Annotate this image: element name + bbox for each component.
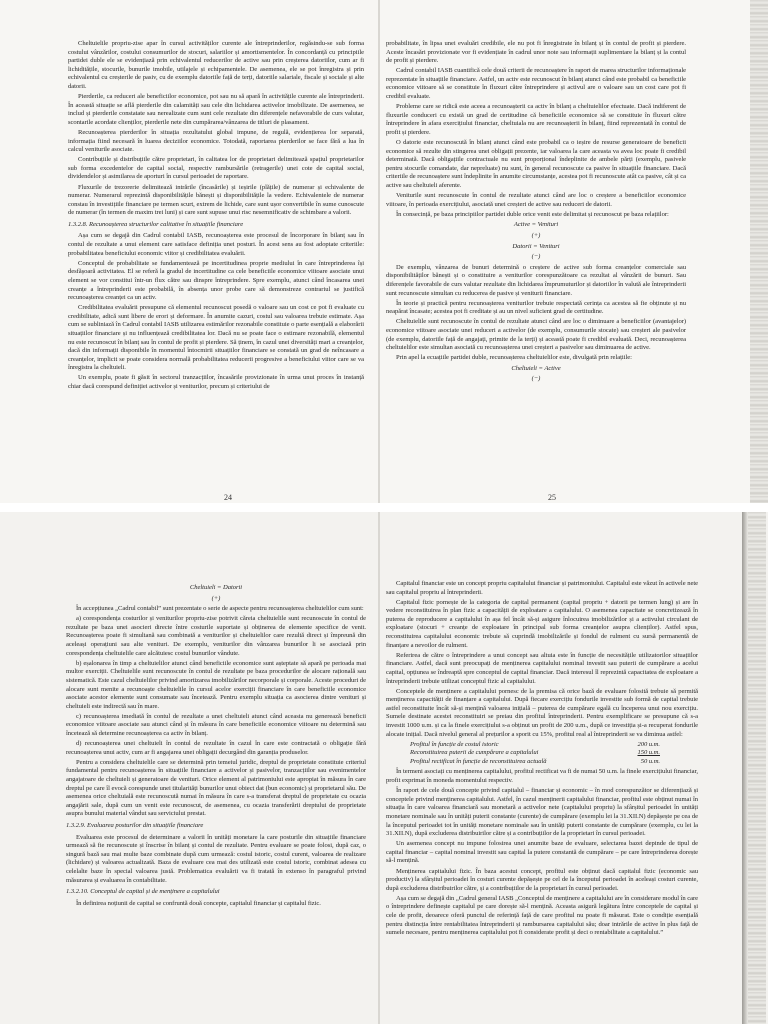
paragraph: Conceptele de menținere a capitalului pornesc de la premisa că orice bază de evaluare folosită trebuie să permită menținerea capacității de finanțare a capitalului. După fiecare exercițiu fondurile investite sub formă de capital trebuie astfel reconstituite încât să-și mențină valoarea inițială – puterea de cumpărare egală cu începerea unui nou exercițiu. Sumele destinate acestei reconstituiri se preiau din profitul întreprinderii. Pentru exemplificare se presupune că s-a investit 1000 u.m. și ca la finele exercițiului s-a obținut un profit de 200 u.m., după ce investiția și-a recuperat fondurile alocate inițial. Dacă nivelul general al prețurilor a sporit cu 15%, profitul real al întreprinderii se va diminua astfel: xyxy=(386,687,698,738)
paragraph: Pierderile, ca reduceri ale beneficiilor economice, pot sau nu să apară în activitățile curente ale întreprinderii. În această situație se află pierderile din calamități sau cele din lichidarea activelor imobilizate. De asemenea, se includ și pierderile constatate sau nerealizate cum sunt cele rezultate din diferențele nefavorabile de curs valutar, scontarile acordate clienților, pierderile nete din cumpărarea/vânzarea de titluri de plasament. xyxy=(68,93,364,126)
paragraph: Așa cum se degajă din Cadrul contabil IASB, recunoașterea este procesul de încorporare în bilanț sau în contul de rezultate a unui element care satisface definiția unei posturi. În acest sens au fost adoptate criteriile: probabilitatea beneficiului economic viitor și credibilitatea evaluării. xyxy=(68,232,364,257)
paragraph: Recunoașterea pierderilor în situația rezultatului global impune, de regulă, evidențierea lor separată, informația fiind necesară în luarea deciziilor economice. Totodată, raportarea pierderilor se face fără a lua în calcul veniturile asociate. xyxy=(68,128,364,154)
formula: Active = Venituri xyxy=(513,221,559,229)
paragraph: b) eșalonarea în timp a cheltuielilor atunci când beneficiile economice sunt așteptate să apară pe perioada mai multor exerciții. Cheltuielile sunt recunoscute în contul de rezultate pe baza procedurilor de alocare rațională sau sistematică. Este cazul cheltuielilor privind amortizarea imobilizărilor necorporale și corporale. Aceste proceduri de alocare sunt menite a recunoaște cheltuielile în cursul acelor exerciții financiare în care beneficiile economice asociate acestor elemente sunt consumate sau încetează. Pentru exemplu situația ca asocierea dintre venituri și cheltuieli este indirectă sau în mare. xyxy=(66,659,366,710)
paragraph: Credibilitatea evaluării presupune că elementul recunoscut posedă o valoare sau un cost ce pot fi evaluate cu credibilitate, adică sunt libere de erori și deformare. În anumite cazuri, costul sau valoarea trebuie estimate. Așa cum se subliniază în Cadrul contabil IASB utilizarea estimărilor rezonabile constituie o parte esențială a elaborării situațiilor financiare și nu influențează credibilitatea lor. Dacă nu se poate face o estimare rezonabilă, elementul nu este recunoscut în bilanț sau în contul de profit și pierdere. Să ținem, în cazul unei diversități mari a creanțelor, dacă din informații disponibile în momentul întocmirii situațiilor financiare se constată un grad de neîncasare a creanțelor, implicit se poate considera normală probabilitatea reducerii progresive a beneficiului viitor care se va înregistra la cheltuieli. xyxy=(68,304,364,372)
paragraph: Referirea de către o întreprindere a unui concept sau altuia este în funcție de necesitățile utilizatorilor situațiilor financiare. Astfel, dacă sunt preocupați de menținerea capitalului nominal investit sau puterii de cumpărare a acelui capital, opțiunea se îndreaptă spre conceptul de capital financiar. Dacă interesul îl reprezintă capacitatea de exploatare a întreprinderii trebuie utilizat conceptul fizic al capitalului. xyxy=(386,651,698,685)
paragraph: În termeni asociați cu menținerea capitalului, profitul rectificat va fi de numai 50 u.m. la finele exercițiului financiar, profit exprimat în moneda momentului respectiv. xyxy=(386,768,698,785)
calc-value: 200 u.m. xyxy=(637,740,660,748)
formula: Cheltuieli = Datorii xyxy=(189,584,243,591)
page-number: 24 xyxy=(224,493,232,502)
formula-sign: (+) xyxy=(531,231,541,239)
page-right-bottom-text xyxy=(386,580,698,1020)
calc-label: Profitul în funcție de costul istoric xyxy=(410,740,499,748)
scan-spread-bottom xyxy=(0,512,768,1024)
paragraph: probabilitate, în lipsa unei evaluări credibile, ele nu pot fi înregistrate în bilanț și în contul de profit și pierdere. Aceste încasări provizionate vor fi evidențiate în cadrul unor note sau informații suplimentare la bilanț și la contul de profit și pierdere. xyxy=(386,40,686,65)
gutter xyxy=(378,0,380,512)
page-24-text xyxy=(68,40,364,490)
page-right-bottom xyxy=(382,512,712,1024)
paragraph: Un exemplu, poate fi găsit în sectorul tranzacțiilor, încasările provizionate în urma unui proces în instanță chiar dacă corespund definiției activelor și veniturilor, precum și criteriului de xyxy=(68,374,364,391)
paragraph: De exemplu, vânzarea de bunuri determină o creștere de active sub forma creanțelor comerciale sau disponibilităților bănești și o constituire a veniturilor corespunzătoare ca rezultat al vânzării de bunuri. Sau diferențele favorabile de curs valutar rezultate din lichidarea împrumuturilor și datoriilor în valută ale întreprinderii sunt recunoscute simultan cu reducerea de pasive și veniturii financiare. xyxy=(386,263,686,297)
calculation-block xyxy=(410,741,698,767)
paragraph: Așa cum se degajă din „Cadrul general IASB „Conceptul de menținere a capitalului are în considerare modul în care o întreprindere definește capitalul pe care dorește să-l mențină. Aceasta asigură legătura între conceptele de capital și cele de profit, deoarece oferă punctul de referință față de care profitul nu poate fi măsurat. Este o condiție esențială pentru distincția între rentabilitatea întreprinderii și rambursarea capitalului său; doar intrările de active în plus față de sumele necesare, pentru menținerea capitalului pot fi considerate profit și deci o rentabilitate a capitalului.” xyxy=(386,894,698,937)
calc-row xyxy=(410,741,660,750)
formula-sign: (−) xyxy=(531,375,541,383)
calc-row xyxy=(410,749,660,758)
scan-edge xyxy=(748,512,766,1024)
paragraph: În teorie și practică pentru recunoașterea veniturilor trebuie respectată cerința ca acestea să fie obținute și nu neapărat încasate; acestea pot fi creditate și au un nivel suficient grad de certitudine. xyxy=(386,299,686,316)
section-heading: 1.3.2.10. Conceptul de capital și de menținere a capitalului xyxy=(66,888,220,896)
gutter xyxy=(378,512,380,1024)
formula-sign: (+) xyxy=(211,594,221,602)
page-left-bottom xyxy=(58,512,376,1024)
paragraph: Cheltuielile sunt recunoscute în contul de rezultate atunci când are loc o diminuare a beneficiilor (avantajelor) economice viitoare asociate unei reduceri a activelor (de exemplu, consumurile stocate) sau creșteri ale pasivelor (de exemplu, datoriile față de angajați, primite de la terți) și această poate fi credibil evaluată. Deci, recunoașterea cheltuielilor este simultan asociată cu recunoașterea unei creșteri a pasivelor sau diminuarea de active. xyxy=(386,318,686,352)
page-24 xyxy=(58,0,376,512)
paragraph: Capitalul financiar este un concept propriu capitalului financiar și patrimoniului. Capitalul este văzut în activele nete sau capitalul propriu al întreprinderii. xyxy=(386,580,698,596)
calc-label: Profitul rectificat în funcție de reconstituirea actuală xyxy=(410,757,547,765)
calc-row xyxy=(410,758,660,767)
page-25 xyxy=(382,0,700,512)
paragraph: În definirea noțiunii de capital se confruntă două concepte, capitalul financiar și capitalul fizic. xyxy=(76,899,321,907)
paragraph: În raport de cele două concepte privind capitalul – financiar și economic – în mod corespunzător se diferențiază și conceptele privind menținerea capitalului. Astfel, în cazul menținerii capitalului financiar, profitul este obținut numai în situația în care valoarea financiară sau monetară a activelor nete (capitalului propriu) la sfârșitul perioadei în unități monetare nominale sau în unități puterii constante (curente) de cumpărare (exemplu lei la 31.XII.N) depășește pe cea de la începutul perioadei tot în unități monetare nominale sau în unități puterii constante de cumpărare (exemplu, cu lei la 31.XII.N), după excluderea distribuirilor către și a contribuțiilor de la proprietari în cursul perioadei. xyxy=(386,787,698,838)
formula: Cheltuieli = Active xyxy=(511,364,561,372)
paragraph: Cheltuielile propriu-zise apar în cursul activităților curente ale întreprinderilor, regăsindu-se sub forma costului vânzărilor, costului consumurilor de stocuri, salariilor și amortismentelor. În concordanță cu principiile partidei duble ele se evidențiază prin echivalentul reducerilor de active sau prin creșterea datoriilor, cum ar fi lichiditățile, stocurile, bunurile imobile, utilajele și echipamentele. De asemenea, ele se pot înregistra și prin echivalentul cu creșterile de pasiv, cu de exemplu datoriile față de terți, datoriile salariale, fiscale și sociale și alte datorii. xyxy=(68,40,364,90)
page-left-bottom-text xyxy=(66,582,366,1020)
calc-value: 50 u.m. xyxy=(640,757,660,765)
section-heading: 1.3.2.8. Recunoașterea structurilor calitative în situațiile financiare xyxy=(68,220,244,228)
paragraph: Fluxurile de trezorerie delimitează intrările (încasările) și ieșirile (plățile) de numerar și echivalente de numerar. Numerarul reprezintă disponibilitățile bănești și disponibilitățile la vedere. Echivalentele de numerar constau în investițiile financiare pe termen scurt, extrem de lichide, care sunt ușor convertibile în sume cunoscute de numerar (în termen de maxim trei luni) și care sunt supuse unui risc nesemnificativ de schimbare a valorii. xyxy=(68,183,364,217)
paragraph: În accepțiunea „Cadrul contabil” sunt prezentate o serie de aspecte pentru recunoașterea cheltuielilor cum sunt: xyxy=(76,605,364,613)
paragraph: Un asemenea concept nu impune folosirea unei anumite baze de evaluare, selectarea bazei depinde de tipul de capital financiar – capital nominal investit sau capital la putere constantă de cumpărare – pe care întreprinderea dorește să-l mențină. xyxy=(386,840,698,865)
paragraph: Menținerea capitalului fizic. În baza acestui concept, profitul este obținut dacă capitalul fizic (economic sau productiv) la sfârșitul perioadei în costuri curente depășește pe cel de la începutul perioadei în aceleași costuri curente, după excluderea distribuirilor către, și a contribuțiilor de la proprietari în cursul perioadei. xyxy=(386,867,698,892)
formula: Datorii = Venituri xyxy=(512,242,560,250)
paragraph: a) corespondența costurilor și veniturilor propriu-zise potrivit căreia cheltuielile sunt recunoscute în contul de rezultate pe baza unei asocieri directe între costurile suportate și obținerea de elemente specifice de venit. Recunoașterea poate fi simultană sau combinată a veniturilor și cheltuielilor care rezultă direct și împreună din aceleași operațiuni sau alte venituri. De exemplu, veniturilor din vânzarea bunurilor li se asociază prin corespondența cheltuielile care alcătuiesc costul bunurilor vândute. xyxy=(66,615,366,657)
scan-edge xyxy=(750,0,768,512)
paragraph: În consecință, pe baza principiilor partidei duble orice venit este delimitat și recunoscut pe baza relațiilor: xyxy=(396,210,669,218)
section-heading: 1.3.2.9. Evaluarea posturilor din situațiile financiare xyxy=(66,821,204,829)
paragraph: Prin apel la ecuațiile partidei duble, recunoașterea cheltuielilor este, divulgată prin relațiile: xyxy=(396,354,632,362)
paragraph: Capitalul fizic pornește de la categoria de capital permanent (capital propriu + datorii pe termen lung) și are în vedere reconstituirea în plan fizic a capacității de exploatare a capitalului. O asemenea capacitate se concretizează în puterea de reproducere a capitalului în așa fel încât să-și asigure înlocuirea imobilizărilor și a activului circulant de exploatare (stocuri + creanțe de exploatare în principal sub forma creanțelor asupra clienților). Astfel spus, reconstituirea capitalului economic trebuie să cuprindă imobilizările și fondul de rulment cu sursă permanentă de finanțare a nevoilor de rulment. xyxy=(386,598,698,649)
calc-value: 150 u.m. xyxy=(637,749,660,757)
page-25-text xyxy=(386,40,686,490)
formula-sign: (−) xyxy=(531,253,541,261)
paragraph: Cadrul contabil IASB cuantifică cele două criterii de recunoaștere în raport de marea structurilor informaționale reprezentate în situațiile financiare. Astfel, un activ este recunoscut în bilanț atunci când este probabil ca beneficiile economice viitoare să se constituie în fluxuri către întreprindere și activul are o valoare sau un cost care pot fi credibil evaluate. xyxy=(386,67,686,101)
calc-label: Reconstituirea puterii de cumpărare a capitalului xyxy=(410,749,539,757)
page-number: 25 xyxy=(548,493,556,502)
paragraph: Pentru a considera cheltuielile care se determină prin temeiul juridic, dreptul de proprietate constituie criteriul fundamental pentru recunoașterea în situațiile financiare a activelor și pasivelor, tranzacțiilor sau evenimentelor angajatoare de cheltuieli și generatoare de venituri. Orice element al patrimoniului este apropiat în măsura în care dreptul pe care îl evocă corespunde unei titularități bunurilor unui obiect dat (bun economic) și proprietarul său. De asemenea orice cheltuială este recunoscută numai în măsura în care s-a transferat dreptul de proprietate cu ocazia angajării sale, după cum un venit este recunoscut, de asemenea, cu ocazia transferării dreptului de proprietate asupra bunului material vândut sau serviciului prestat. xyxy=(66,758,366,818)
paragraph: Veniturile sunt recunoscute în contul de rezultate atunci când are loc o creștere a beneficiilor economice viitoare, în perioada exercițiului, asociată unei creșteri de active sau reduceri de datorii. xyxy=(386,192,686,208)
paragraph: Probleme care se ridică este aceea a recunoașterii ca activ în bilanț a cheltuielilor efectuate. Dacă indiferent de fluxurile conduceri cu există un grad de certitudine că beneficiile economice să se constituie în fluxuri către întreprindere în afara exercițiului financiar, cheltuiala nu are recunoașterii în bilanț, fiind reprezentată în contul de profit și pierdere. xyxy=(386,103,686,136)
paragraph: c) recunoașterea imediată în contul de rezultate a unei cheltuieli atunci când aceasta nu generează beneficii economice viitoare asociate sau atunci când și în măsura în care beneficiile economice viitoare nu determină sau încetează să determine recunoașterea ca activ în bilanț. xyxy=(66,712,366,737)
paragraph: d) recunoașterea unei cheltuieli în contul de rezultate în cazul în care este contractată o obligație fără recunoașterea unui activ, cum ar fi angajarea unei obligații decurgând din garanția produselor. xyxy=(66,740,366,756)
paragraph: O datorie este recunoscută în bilanț atunci când este probabil ca o ieșire de resurse generatoare de beneficii economice să rezulte din stingerea unei obligații prezente, iar valoarea la care aceasta va avea loc poate fi credibil determinată. Dacă obligațiile contractuale nu sunt proporțional îndeplinite de ambele părți (exemplu, pasivele pentru stocurile comandate, dar nepreluate) nu sunt, în general recunoscute ca pasive în situațiile financiare. Dacă criteriile de recunoaștere sunt îndeplinite în anumite circumstanțe, acestea pot fi recunoscute atât ca pasive, cât și ca active sau cheltuieli aferente. xyxy=(386,139,686,189)
paragraph: Evaluarea este procesul de determinare a valorii în unități monetare la care posturile din situațiile financiare urmează să fie recunoscute și înscrise în bilanț și contul de rezultate. Pentru evaluare se poate folosi, după caz, o singură bază sau mai multe baze combinate după cum urmează: costul istoric, costul curent, valoarea de realizare (lichidare) și valoarea actualizată. Baza de evaluare cea mai des utilizată este costul istoric, combinat adesea cu celelalte baze în special valoarea justă. Problematica evaluării va fi tratată în extenso în paragraful privind măsurarea și evaluarea în contabilitate. xyxy=(66,833,366,884)
paragraph: Contribuțiile și distribuțiile către proprietari, în calitatea lor de proprietari delimitează spațiul proprietarilor sub forma excedentelor de capital social, respectiv rambursările (retragerile) unei cote de capital social, dividendelor și asimilarea de aporturi în cursul perioadei de raportare. xyxy=(68,156,364,181)
paragraph: Conceptul de probabilitate se fundamentează pe incertitudinea proprie mediului în care întreprinderea își desfășoară activitatea. El se referă la gradul de incertitudine ca cele beneficiile economice viitoare asociate unui element se vor constitui într-un flux către sau dinspre întreprindere. Spre exemplu, atunci când încasarea unei creanțe a întreprinderii este probabilă, în absența unor probe care să demonstreze contrariul se justifică recunoașterea creanței ca un activ. xyxy=(68,259,364,302)
